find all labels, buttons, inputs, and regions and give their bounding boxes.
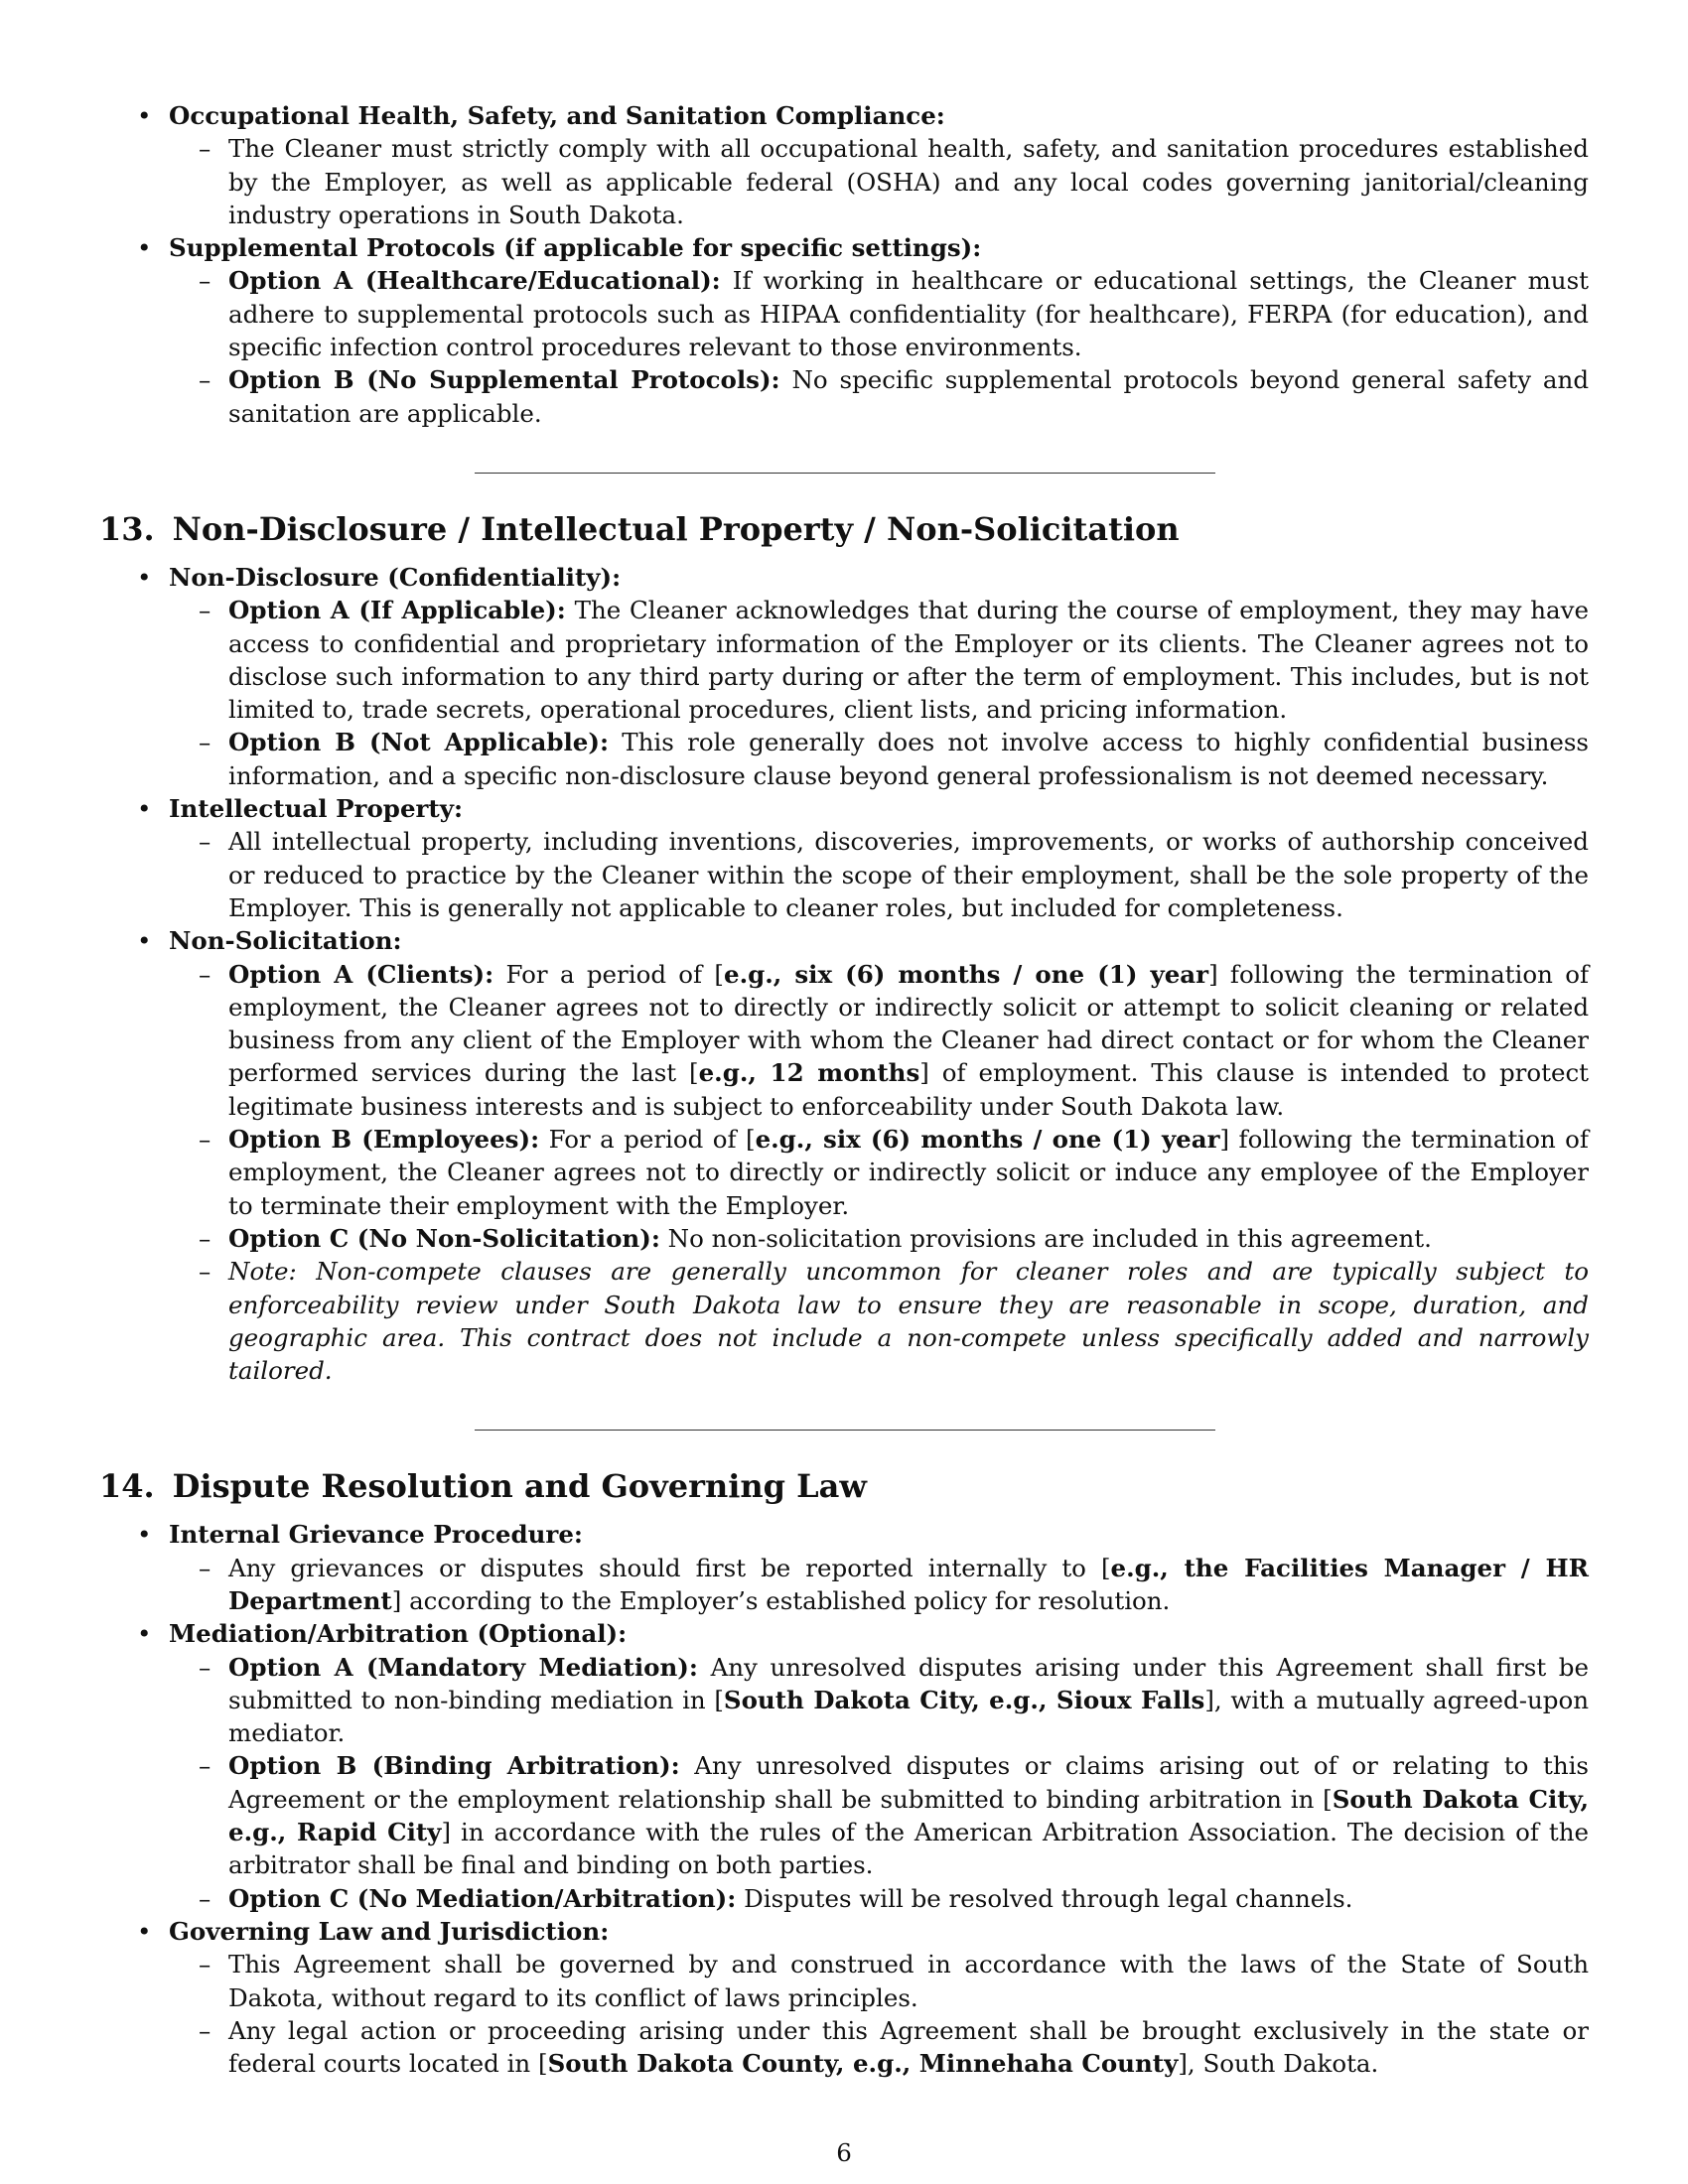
sub-list (169, 594, 1589, 792)
text-run: ] following the termination of employment, the Cleaner agrees not to directly or indirectly solicit or induce any employee of the Employer to terminate their employment with the Employer. (228, 1125, 1590, 1220)
bullet-heading: Non-Solicitation: (169, 926, 402, 956)
sub-list (169, 1948, 1589, 2080)
text-run: Any legal action or proceeding arising under this Agreement shall be brought exclusively in the state or federal courts located in [ (228, 2015, 1589, 2079)
placeholder-value: South Dakota City, e.g., Sioux Falls (723, 1685, 1205, 1714)
section-divider (475, 473, 1215, 474)
sub-item (99, 958, 1589, 1123)
text-run: ] according to the Employer’s established policy for resolution. (391, 1585, 1171, 1615)
text-run: Any unresolved disputes or claims arising out of or relating to this Agreement or the employment relationship shall be submitted to binding arbitration in [ (228, 1751, 1590, 1814)
bullet-heading: Governing Law and Jurisdiction: (169, 1916, 610, 1946)
section-title: Dispute Resolution and Governing Law (172, 1467, 867, 1506)
bullet-heading: Intellectual Property: (169, 794, 464, 824)
sub-item (99, 1222, 1589, 1255)
sub-item-text: All intellectual property, including inventions, discoveries, improvements, or works of authorship conceived or reduced to practice by the Cleaner within the scope of their employment, shall be the sole property of the Employer. This is generally not applicable to cleaner roles, but included for completeness. (228, 827, 1589, 922)
sub-list (169, 1552, 1589, 1618)
option-label: Option A (If Applicable): (228, 596, 566, 625)
sub-item (99, 1651, 1589, 1750)
option-label: Option A (Clients): (228, 959, 494, 989)
placeholder-value: e.g., six (6) months / one (1) year (724, 959, 1209, 989)
sub-list (169, 825, 1589, 924)
bullet-supplemental-protocols (99, 231, 1589, 430)
sub-item-text: This Agreement shall be governed by and construed in accordance with the laws of the State of South Dakota, without regard to its conflict of laws principles. (228, 1950, 1589, 2012)
bullet-heading: Supplemental Protocols (if applicable for specific settings): (169, 233, 982, 263)
sub-item-text: This role generally does not involve access to highly confidential business information, and a specific non-disclosure clause beyond general professionalism is not deemed necessary. (228, 728, 1589, 790)
bullet-heading: Non-Disclosure (Confidentiality): (169, 562, 622, 592)
sub-list (169, 132, 1589, 231)
bullet-non-solicitation (99, 924, 1589, 1387)
text-run: For a period of [ (548, 1125, 756, 1155)
text-run: ] of employment. This clause is intended to protect legitimate business interests and is subject to enforceability under South Dakota law. (228, 1058, 1590, 1121)
sub-list (169, 1651, 1589, 1915)
section-13-list (99, 561, 1589, 1387)
note-text: Note: Non-compete clauses are generally uncommon for cleaner roles and are typically subject to enforceability review under South Dakota law to ensure they are reasonable in scope, duration, and geographic area. This contract does not include a non-compete unless specifically added and narrowly tailored. (228, 1257, 1589, 1386)
option-label: Option B (Binding Arbitration): (228, 1751, 680, 1781)
sub-item-text: The Cleaner acknowledges that during the course of employment, they may have access to confidential and proprietary information of the Employer or its clients. The Cleaner agrees not to disclose such information to any third party during or after the term of employment. This includes, but is not limited to, trade secrets, operational procedures, client lists, and pricing information. (228, 596, 1589, 725)
placeholder-value: e.g., the Facilities Manager / HR Department (228, 1553, 1589, 1615)
sub-item (99, 726, 1589, 792)
section-number: 13. (99, 509, 155, 548)
section-number: 14. (99, 1467, 155, 1506)
page-number: 6 (836, 2138, 852, 2167)
bullet-ohs-compliance (99, 99, 1589, 231)
section-14-heading (99, 1466, 1589, 1506)
sub-item (99, 1882, 1589, 1915)
bullet-intellectual-property (99, 792, 1589, 924)
option-label: Option A (Healthcare/Educational): (228, 266, 721, 296)
placeholder-value: South Dakota County, e.g., Minnehaha County (547, 2049, 1179, 2079)
section-divider (475, 1430, 1215, 1431)
bullet-heading: Occupational Health, Safety, and Sanitation Compliance: (169, 101, 945, 130)
section-14-list (99, 1518, 1589, 2080)
text-run: ] in accordance with the rules of the American Arbitration Association. The decision of the arbitrator shall be final and binding on both parties. (228, 1818, 1590, 1880)
text-run: ], South Dakota. (1178, 2049, 1379, 2079)
sub-item (99, 1552, 1589, 1618)
option-label: Option A (Mandatory Mediation): (228, 1652, 698, 1682)
sub-item (99, 2014, 1589, 2081)
text-run: Any grievances or disputes should first be reported internally to [ (228, 1553, 1111, 1582)
option-label: Option C (No Non-Solicitation): (228, 1223, 660, 1253)
section-title: Non-Disclosure / Intellectual Property / Non-Solicitation (172, 509, 1180, 548)
bullet-heading: Internal Grievance Procedure: (169, 1520, 583, 1550)
option-label: Option B (No Supplemental Protocols): (228, 365, 780, 395)
sub-item (99, 132, 1589, 231)
bullet-mediation-arbitration (99, 1617, 1589, 1915)
sub-item (99, 264, 1589, 363)
sub-list (169, 958, 1589, 1388)
bullet-heading: Mediation/Arbitration (Optional): (169, 1619, 628, 1649)
bullet-non-disclosure (99, 561, 1589, 792)
text-run: ], with a mutually agreed-upon mediator. (228, 1685, 1590, 1748)
placeholder-value: e.g., 12 months (698, 1058, 920, 1088)
sub-item-text: If working in healthcare or educational settings, the Cleaner must adhere to supplemental protocols such as HIPAA confidentiality (for healthcare), FERPA (for education), and specific infection control procedures relevant to those environments. (228, 266, 1590, 362)
section-12-list (99, 99, 1589, 430)
text-run: ] following the termination of employment, the Cleaner agrees not to directly or indirectly solicit or attempt to solicit cleaning or related business from any client of the Employer with whom the Cleaner had direct contact or for whom the Cleaner performed services during the last [ (228, 959, 1590, 1088)
bullet-internal-grievance (99, 1518, 1589, 1617)
sub-item (99, 1255, 1589, 1387)
sub-item (99, 1948, 1589, 2014)
sub-list (169, 264, 1589, 429)
option-label: Option B (Employees): (228, 1125, 540, 1155)
page-content (99, 99, 1589, 2080)
sub-item-text: Disputes will be resolved through legal channels. (744, 1883, 1353, 1913)
sub-item-text: No specific supplemental protocols beyond general safety and sanitation are applicable. (228, 365, 1590, 428)
section-13-heading (99, 509, 1589, 549)
placeholder-value: e.g., six (6) months / one (1) year (755, 1125, 1220, 1155)
option-label: Option C (No Mediation/Arbitration): (228, 1883, 737, 1913)
sub-item (99, 825, 1589, 924)
placeholder-value: South Dakota City, e.g., Rapid City (228, 1784, 1589, 1847)
option-label: Option B (Not Applicable): (228, 728, 610, 757)
text-run: Any unresolved disputes arising under this Agreement shall first be submitted to non-binding mediation in [ (228, 1652, 1589, 1714)
sub-item-text: No non-solicitation provisions are included in this agreement. (667, 1223, 1432, 1253)
sub-item-text: The Cleaner must strictly comply with all occupational health, safety, and sanitation procedures established by the Employer, as well as applicable federal (OSHA) and any local codes governing janitorial/cleaning industry operations in South Dakota. (228, 134, 1589, 229)
sub-item (99, 594, 1589, 726)
bullet-governing-law (99, 1915, 1589, 2080)
sub-item (99, 1749, 1589, 1881)
sub-item (99, 1123, 1589, 1222)
sub-item (99, 363, 1589, 430)
text-run: For a period of [ (505, 959, 724, 989)
